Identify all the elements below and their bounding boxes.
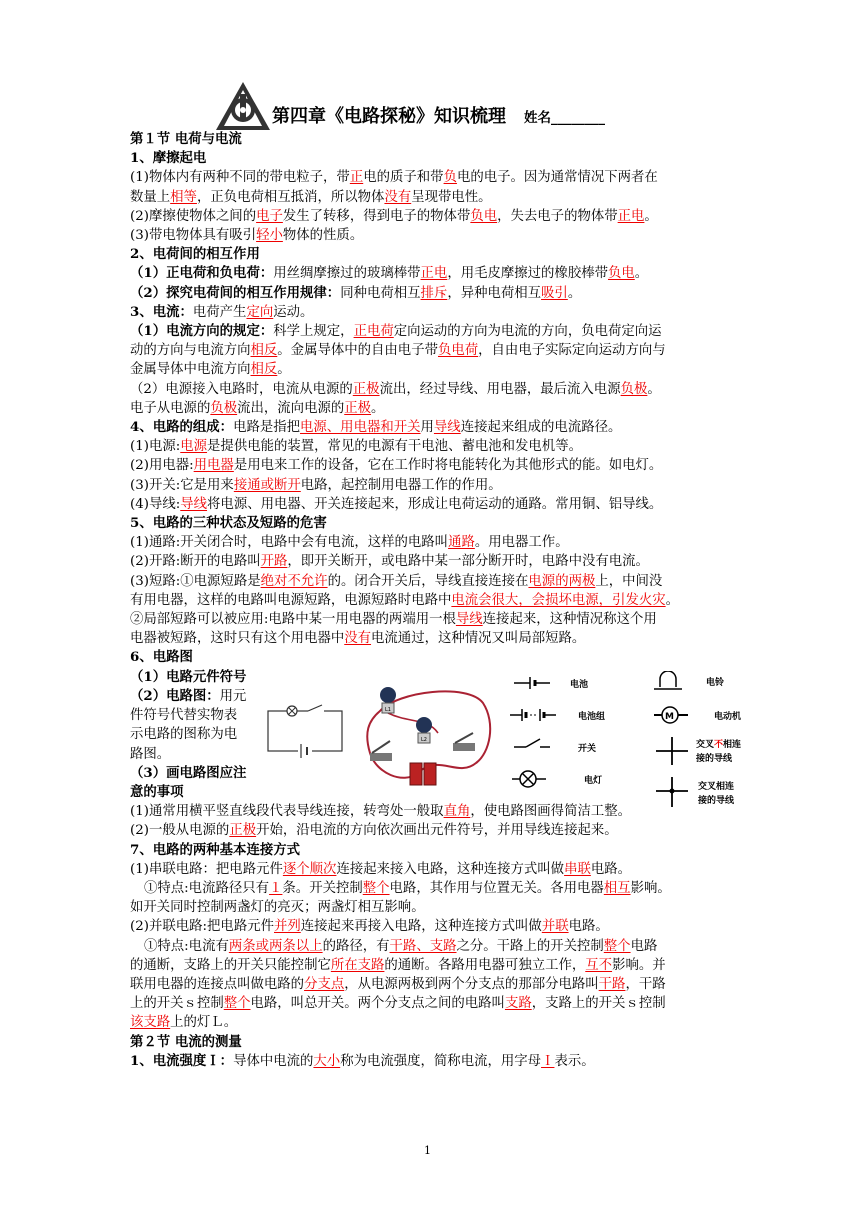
symbol-label: 交叉 bbox=[696, 740, 715, 750]
text-run: (1)物体内有两种不同的带电粒子，带 bbox=[130, 170, 350, 186]
p1-line bbox=[130, 168, 740, 187]
answer-text: 吸引 bbox=[541, 285, 568, 301]
p3-line bbox=[130, 399, 740, 418]
text-run: ，从电源两极到两个分支点的那部分电路叫 bbox=[344, 976, 599, 992]
answer-text: 导线 bbox=[433, 420, 461, 436]
symbol-label: 相连 bbox=[723, 740, 742, 750]
answer-text: 电源的两极 bbox=[528, 573, 596, 589]
text-run: （2）探究电荷间的相互作用规律： bbox=[130, 284, 341, 301]
text-run: 电路，起控制用电器工作的作用。 bbox=[300, 477, 502, 493]
text-run: 。金属导体中的自由电子带 bbox=[277, 343, 438, 359]
answer-text: 接通或断开 bbox=[233, 477, 301, 493]
answer-text: 负电 bbox=[470, 208, 498, 224]
p7-line bbox=[130, 879, 740, 898]
p7-line bbox=[130, 937, 740, 956]
text-run: 连接起来，这种情况称这个用 bbox=[482, 612, 657, 628]
text-run: ②局部短路可以被应用:电路中某一用电器的两端用一根 bbox=[130, 612, 456, 628]
p3-line bbox=[130, 380, 740, 399]
p5-line bbox=[130, 552, 740, 571]
answer-text: 正 bbox=[349, 170, 364, 186]
p2-line bbox=[130, 264, 740, 283]
school-logo bbox=[214, 80, 272, 132]
text-run: (1)串联电路：把电路元件 bbox=[130, 861, 283, 877]
answer-text: 负极 bbox=[210, 400, 238, 416]
text-run: 电子从电源的 bbox=[130, 400, 211, 416]
p7-line bbox=[130, 994, 740, 1013]
lamp-label: L1 bbox=[385, 707, 391, 713]
answer-text: 直角 bbox=[443, 804, 471, 820]
lamp-icon bbox=[512, 771, 546, 787]
text-run: 运动。 bbox=[273, 304, 314, 320]
text-run: 动的方向与电流方向 bbox=[130, 343, 251, 359]
p4-line bbox=[130, 495, 740, 514]
answer-text: 开路 bbox=[260, 554, 288, 570]
answer-text: 所在支路 bbox=[330, 957, 385, 973]
text-run: 物体的性质。 bbox=[282, 228, 364, 244]
text-run: 的。闭合开关后，导线直接连接在 bbox=[327, 573, 529, 589]
symbol-label: 不 bbox=[714, 740, 724, 750]
text-run: ，即开关断开，或电路中某一部分断开时，电路中没有电流。 bbox=[287, 554, 649, 570]
text-run: 定向运动的方向为电流的方向，负电荷定向运 bbox=[393, 324, 662, 340]
text-run: (3)开关:它是用来 bbox=[130, 477, 234, 493]
text-run: （2）电源接入电路时，电流从电源的 bbox=[130, 381, 353, 397]
p6-heading: 6、电路图 bbox=[130, 649, 193, 666]
text-run: （1）电流方向的规定： bbox=[130, 323, 274, 340]
symbol-legend bbox=[508, 671, 770, 821]
text-run: 。 bbox=[644, 208, 658, 224]
text-run: 称为电流强度，简称电流，用字母 bbox=[340, 1053, 542, 1069]
text-run: 。 bbox=[634, 266, 649, 282]
text-run: (1)通路:开关闭合时，电路中会有电流，这样的电路叫 bbox=[130, 535, 449, 551]
p5-line bbox=[130, 572, 740, 591]
text-run: 科学上规定， bbox=[273, 324, 354, 340]
page-number: 1 bbox=[424, 1144, 431, 1157]
answer-text: 定向 bbox=[246, 304, 274, 320]
text-run: (1)电源: bbox=[130, 439, 181, 455]
p3-heading bbox=[130, 303, 740, 322]
answer-text: 串联 bbox=[564, 861, 591, 877]
text-run: 的通断。各路用电器可独立工作， bbox=[384, 957, 586, 973]
answer-text: 干路 bbox=[598, 976, 626, 992]
text-run: 导体中电流的 bbox=[233, 1053, 314, 1069]
p6-line bbox=[130, 821, 740, 840]
battery-icon bbox=[514, 677, 550, 689]
answer-text: 导线 bbox=[180, 496, 208, 512]
text-run: (2)一般从电源的 bbox=[130, 823, 230, 839]
circuit-diagram bbox=[262, 703, 347, 761]
text-run: ，用毛皮摩擦过的橡胶棒带 bbox=[447, 266, 608, 282]
answer-text: 负电荷 bbox=[437, 343, 479, 359]
text-run: (2)并联电路:把电路元件 bbox=[130, 919, 274, 935]
answer-text: 正电 bbox=[420, 266, 448, 282]
text-run: 。 bbox=[567, 285, 582, 301]
p3-line bbox=[130, 360, 740, 379]
answer-text: 导线 bbox=[455, 612, 483, 628]
text-run: (2)摩擦使物体之间的 bbox=[130, 208, 257, 224]
text-run: 电路，叫总开关。两个分支点之间的电路叫 bbox=[250, 996, 505, 1012]
text-run: （2）电路图： bbox=[130, 687, 220, 704]
answer-text: 没有 bbox=[344, 631, 372, 647]
text-run: (2)用电器: bbox=[130, 458, 194, 474]
symbol-label: 电池 bbox=[570, 680, 589, 690]
text-run: ，异种电荷相互 bbox=[447, 285, 542, 301]
text-run: 影响。 bbox=[630, 880, 671, 896]
text-run: 用丝绸摩擦过的玻璃棒带 bbox=[273, 266, 421, 282]
answer-text: １ bbox=[269, 880, 283, 896]
answer-text: 正电荷 bbox=[353, 324, 394, 340]
text-run: 3、电流： bbox=[130, 303, 193, 320]
text-run: 金属导体中电流方向 bbox=[130, 362, 251, 378]
p7-heading: 7、电路的两种基本连接方式 bbox=[130, 841, 301, 858]
answer-text: 电流会很大，会损坏电源，引发火灾 bbox=[451, 592, 666, 608]
text-run: 电路 bbox=[630, 938, 658, 954]
p7-line bbox=[130, 860, 740, 879]
text-run: 。用电器工作。 bbox=[474, 535, 569, 551]
answer-text: 互不 bbox=[585, 957, 613, 973]
text-run: 之分。干路上的开关控制 bbox=[456, 938, 604, 954]
text-run: 开始，沿电流的方向依次画出元件符号，并用导线连接起来。 bbox=[256, 823, 618, 839]
text-run: 。 bbox=[647, 381, 661, 397]
motor-icon bbox=[654, 707, 688, 723]
battery-pack-icon bbox=[510, 709, 556, 721]
answer-text: 大小 bbox=[313, 1053, 341, 1069]
text-run: 联用电器的连接点叫做电路的 bbox=[130, 976, 305, 992]
answer-text: 整个 bbox=[603, 938, 631, 954]
section-1-heading: 第１节 电荷与电流 bbox=[130, 131, 242, 147]
p2-line bbox=[130, 284, 740, 303]
p3-line bbox=[130, 322, 740, 341]
text-run: 数量上 bbox=[130, 189, 171, 205]
text-run: 连接起来再接入电路，这种连接方式叫做 bbox=[300, 919, 542, 935]
p4-heading bbox=[130, 418, 740, 437]
answer-text: Ｉ bbox=[541, 1053, 555, 1069]
text-run: 1、电流强度Ｉ： bbox=[130, 1052, 234, 1069]
text-run: 电器被短路，这时只有这个用电器中 bbox=[130, 631, 345, 647]
p5-heading: 5、电路的三种状态及短路的危害 bbox=[130, 515, 327, 532]
text-run: (3)短路:①电源短路是 bbox=[130, 573, 261, 589]
lamp-label: L2 bbox=[421, 737, 427, 743]
answer-text: 正极 bbox=[229, 823, 257, 839]
p2-heading: 2、电荷间的相互作用 bbox=[130, 246, 260, 263]
answer-text: 负 bbox=[443, 170, 457, 186]
text-run: 用 bbox=[420, 420, 434, 436]
answer-text: 正极 bbox=[344, 400, 372, 416]
answer-text: 相互 bbox=[603, 880, 631, 896]
page-title: 第四章《电路探秘》知识梳理 姓名________ bbox=[272, 106, 605, 127]
answer-text: 排斥 bbox=[420, 285, 448, 301]
text-run: 是用电来工作的设备，它在工作时将电能转化为其他形式的能。如电灯。 bbox=[233, 458, 663, 474]
p7-line bbox=[130, 975, 740, 994]
section-2-heading: 第２节 电流的测量 bbox=[130, 1033, 242, 1050]
symbol-label: 电池组 bbox=[578, 712, 606, 722]
answer-text: 相等 bbox=[170, 189, 197, 205]
text-run: 是提供电能的装置，常见的电源有干电池、蓄电池和发电机等。 bbox=[207, 439, 582, 455]
p4-line bbox=[130, 476, 740, 495]
text-run: 呈现带电性。 bbox=[411, 189, 492, 205]
text-run: 将电源、用电器、开关连接起来，形成让电荷运动的通路。常用铜、铝导线。 bbox=[207, 496, 663, 512]
text-run: 电的质子和带 bbox=[363, 170, 444, 186]
answer-text: 负极 bbox=[620, 381, 648, 397]
symbol-label: 接的导线 bbox=[696, 754, 733, 764]
answer-text: 电子 bbox=[256, 208, 283, 224]
answer-text: 并联 bbox=[541, 919, 569, 935]
text-run: ，失去电子的物体带 bbox=[497, 208, 618, 224]
p6-line: （3）画电路图应注 bbox=[130, 764, 247, 781]
bell-icon bbox=[654, 671, 682, 689]
text-run: 连接起来组成的电流路径。 bbox=[460, 420, 622, 436]
answer-text: 逐个顺次 bbox=[282, 861, 337, 877]
text-run: 。 bbox=[277, 362, 291, 378]
p5-line bbox=[130, 533, 740, 552]
text-run: 连接起来接入电路，这种连接方式叫做 bbox=[336, 861, 565, 877]
text-run: 上，中间没 bbox=[595, 573, 663, 589]
text-run: 影响。并 bbox=[612, 957, 666, 973]
text-run: (3)带电物体具有吸引 bbox=[130, 228, 257, 244]
p1-heading: 1、摩擦起电 bbox=[130, 150, 207, 167]
answer-text: 轻小 bbox=[256, 228, 283, 244]
p3-line bbox=[130, 341, 740, 360]
symbol-label: 电灯 bbox=[584, 776, 603, 786]
p7-line bbox=[130, 956, 740, 975]
symbol-label: 开关 bbox=[578, 744, 597, 754]
text-run: 4、电路的组成： bbox=[130, 419, 234, 436]
text-run: ，正负电荷相互抵消，所以物体 bbox=[196, 189, 385, 205]
circuit-photo bbox=[358, 683, 498, 788]
symbol-label: 电动机 bbox=[714, 712, 742, 722]
p8-heading bbox=[130, 1052, 740, 1071]
answer-text: 正电 bbox=[617, 208, 645, 224]
answer-text: 整个 bbox=[362, 880, 390, 896]
svg-text:M: M bbox=[665, 712, 674, 722]
text-run: ，支路上的开关ｓ控制 bbox=[531, 996, 666, 1012]
answer-text: 负电 bbox=[608, 266, 635, 282]
text-run: 流出，流向电源的 bbox=[237, 400, 345, 416]
p6-line: 示电路的图称为电 bbox=[130, 727, 238, 743]
text-run: (1)通常用横平竖直线段代表导线连接，转弯处一般取 bbox=[130, 804, 444, 820]
symbol-label: 电铃 bbox=[706, 678, 725, 688]
symbol-label: 交叉相连 bbox=[698, 782, 735, 792]
answer-text: 通路 bbox=[448, 535, 475, 551]
p5-line bbox=[130, 591, 740, 610]
text-run: 上的开关ｓ控制 bbox=[130, 996, 224, 1012]
text-run: 电路，其作用与位置无关。各用电器 bbox=[389, 880, 604, 896]
answer-text: 支路 bbox=[504, 996, 532, 1012]
text-run: 电的电子。因为通常情况下两者在 bbox=[456, 170, 658, 186]
text-run: ，自由电子实际定向运动方向与 bbox=[478, 343, 666, 359]
p5-line bbox=[130, 629, 740, 648]
text-run: （1）正电荷和负电荷： bbox=[130, 265, 274, 282]
answer-text: 该支路 bbox=[130, 1015, 171, 1031]
symbol-label: 接的导线 bbox=[698, 796, 735, 806]
p5-line bbox=[130, 610, 740, 629]
text-run: 条。开关控制 bbox=[282, 880, 363, 896]
answer-text: 两条或两条以上 bbox=[228, 938, 323, 954]
answer-text: 并列 bbox=[274, 919, 301, 935]
text-run: (4)导线: bbox=[130, 496, 181, 512]
p1-line bbox=[130, 207, 740, 226]
p6-line: 意的事项 bbox=[130, 783, 184, 800]
p7-line bbox=[130, 1013, 740, 1032]
text-run: 电荷产生 bbox=[192, 304, 247, 320]
answer-text: 用电器 bbox=[193, 458, 234, 474]
p6-line: 件符号代替实物表 bbox=[130, 708, 238, 724]
text-run: 的路径，有 bbox=[322, 938, 390, 954]
text-run: 流出，经过导线、用电器，最后流入电源 bbox=[379, 381, 621, 397]
cross-not-connected-icon bbox=[656, 737, 688, 765]
p4-line bbox=[130, 456, 740, 475]
text-run: ①特点:电流路径只有 bbox=[144, 880, 270, 896]
text-run: ，使电路图画得简洁工整。 bbox=[470, 804, 632, 820]
answer-text: 相反 bbox=[250, 362, 278, 378]
text-run: 电流通过，这种情况又叫局部短路。 bbox=[371, 631, 586, 647]
answer-text: 电源 bbox=[180, 439, 208, 455]
text-run: 电路。 bbox=[568, 919, 609, 935]
name-label: 姓名________ bbox=[524, 110, 605, 126]
p6-line: 路图。 bbox=[130, 746, 171, 762]
text-run: 。 bbox=[371, 400, 385, 416]
text-run: 电路是指把 bbox=[233, 420, 301, 436]
answer-text: 正极 bbox=[352, 381, 380, 397]
text-run: 电路。 bbox=[590, 861, 632, 877]
text-run: 的通断，支路上的开关只能控制它 bbox=[130, 957, 331, 973]
answer-text: 分支点 bbox=[304, 976, 345, 992]
text-run: 用元 bbox=[219, 688, 247, 704]
document-body bbox=[130, 130, 740, 1071]
text-run: ①特点:电流有 bbox=[144, 938, 229, 954]
p1-line bbox=[130, 226, 740, 245]
text-run: ，干路 bbox=[625, 976, 666, 992]
p7-line bbox=[130, 917, 740, 936]
text-run: 发生了转移，得到电子的物体带 bbox=[282, 208, 471, 224]
answer-text: 整个 bbox=[223, 996, 251, 1012]
p4-line bbox=[130, 437, 740, 456]
answer-text: 干路、支路 bbox=[389, 938, 457, 954]
text-run: 有用电器，这样的电路叫电源短路，电源短路时电路中 bbox=[130, 592, 452, 608]
text-run: (2)开路:断开的电路叫 bbox=[130, 554, 261, 570]
answer-text: 相反 bbox=[250, 343, 278, 359]
answer-text: 绝对不允许 bbox=[260, 573, 328, 589]
text-run: 上的灯Ｌ。 bbox=[170, 1015, 238, 1031]
text-run: 同种电荷相互 bbox=[340, 285, 421, 301]
p6-line: （1）电路元件符号 bbox=[130, 668, 247, 685]
p7-line: 如开关同时控制两盏灯的亮灭；两盏灯相互影响。 bbox=[130, 900, 425, 916]
text-run: 表示。 bbox=[554, 1053, 595, 1069]
answer-text: 电源、用电器和开关 bbox=[300, 420, 421, 436]
svg-text:交叉不相连 bbox=[696, 738, 741, 750]
answer-text: 没有 bbox=[384, 189, 412, 205]
cross-connected-icon bbox=[656, 777, 688, 807]
p1-line bbox=[130, 188, 740, 207]
text-run: 。 bbox=[665, 592, 680, 608]
switch-icon bbox=[514, 739, 550, 747]
